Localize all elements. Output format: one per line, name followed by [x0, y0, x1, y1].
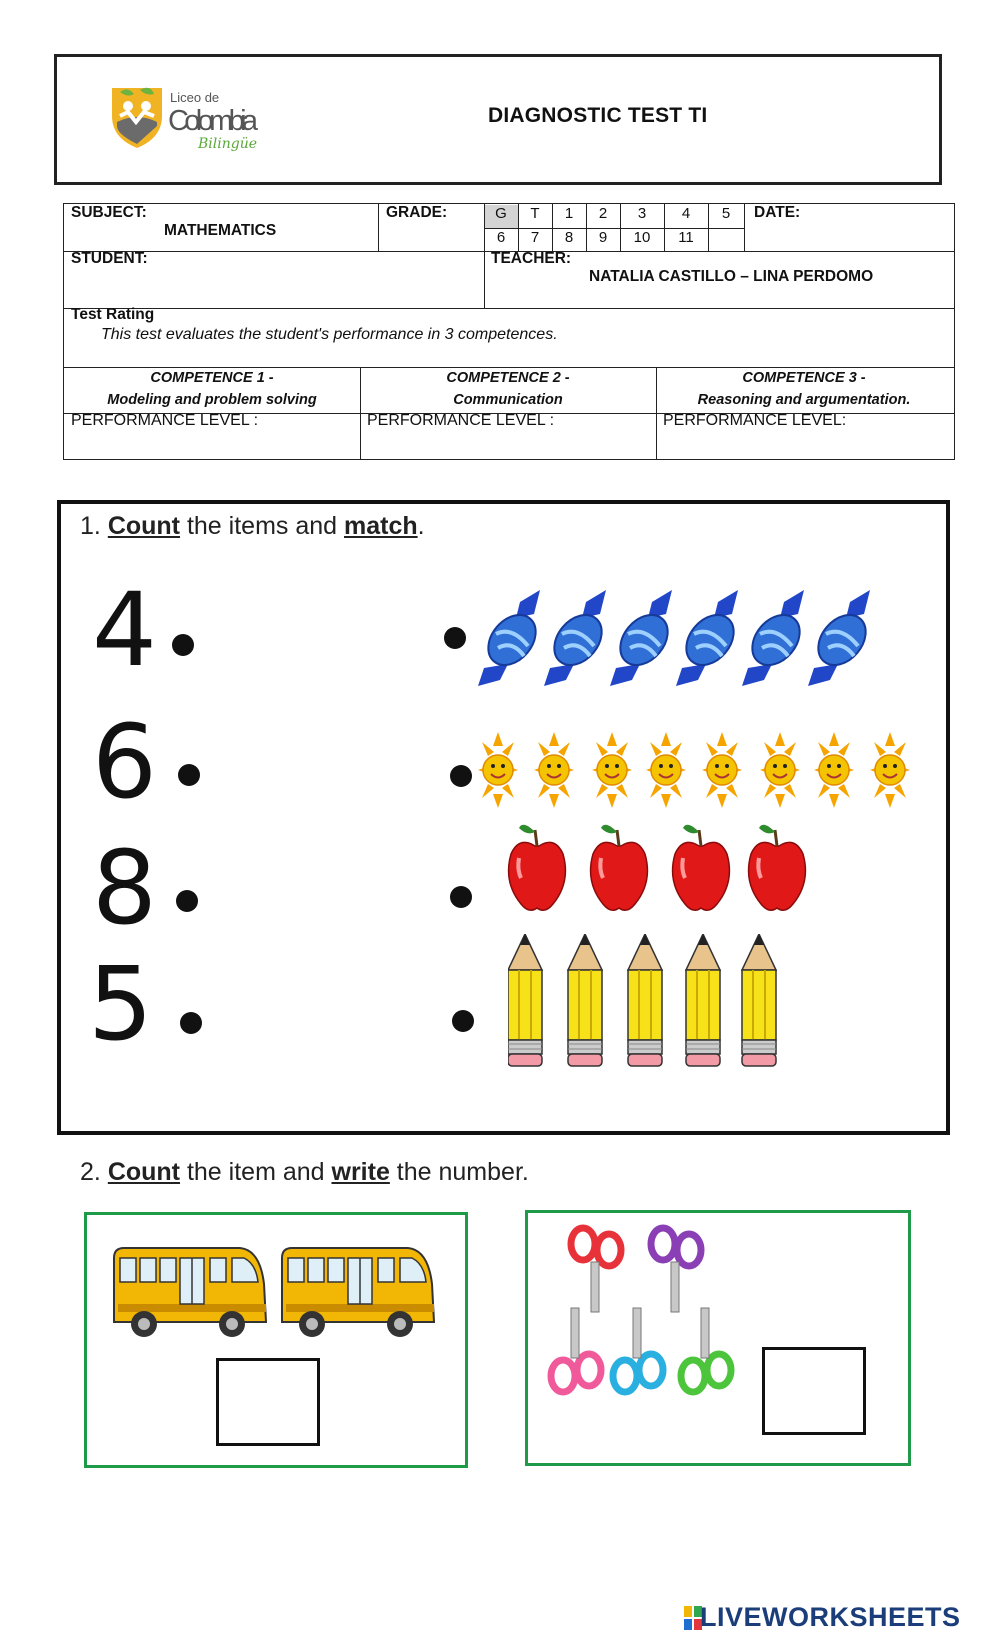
candy-group	[478, 590, 888, 690]
logo-script-text: Bilingüe	[198, 136, 258, 152]
grade-cell: 5	[721, 205, 731, 222]
number-label: 5	[88, 945, 153, 1064]
info-table	[63, 203, 955, 460]
competence-title: COMPETENCE 1 -	[150, 370, 274, 386]
grade-cell: T	[530, 205, 540, 222]
sun-icon	[592, 732, 632, 808]
grade-cell: 1	[564, 205, 574, 222]
competence-name: Communication	[453, 392, 563, 408]
number-label: 8	[92, 829, 157, 948]
sun-icon	[646, 732, 686, 808]
grade-cell: 9	[598, 229, 608, 246]
match-dot-right[interactable]	[450, 765, 472, 787]
pencil-icon	[686, 934, 720, 1066]
apple-icon	[749, 825, 806, 910]
sun-icon	[702, 732, 742, 808]
performance-level-1: PERFORMANCE LEVEL :	[71, 412, 259, 429]
apple-group	[505, 818, 825, 914]
answer-box-buses[interactable]	[216, 1358, 320, 1446]
logo-small-text: Liceo de	[170, 90, 220, 105]
match-dot-right[interactable]	[452, 1010, 474, 1032]
match-dot-left[interactable]	[176, 890, 198, 912]
logo-main-text: Colombia	[168, 105, 258, 137]
competence-3	[656, 367, 952, 411]
school-logo	[110, 82, 290, 162]
candy-icon	[610, 590, 677, 686]
number-label: 4	[92, 571, 157, 690]
match-dot-left[interactable]	[178, 764, 200, 786]
pencil-icon	[742, 934, 776, 1066]
date-label: DATE:	[754, 204, 801, 221]
grade-cell: 3	[637, 205, 647, 222]
pencil-group	[508, 934, 788, 1068]
competence-name: Reasoning and argumentation.	[697, 392, 911, 408]
page-title: DIAGNOSTIC TEST TI	[488, 104, 708, 127]
bus-group	[110, 1244, 450, 1344]
candy-icon	[808, 590, 875, 686]
match-dot-left[interactable]	[172, 634, 194, 656]
pencil-icon	[568, 934, 602, 1066]
grade-cell: G	[495, 205, 507, 222]
performance-level-2: PERFORMANCE LEVEL :	[367, 412, 555, 429]
bus-icon	[114, 1248, 266, 1337]
sun-icon	[478, 732, 518, 808]
competence-1	[64, 367, 360, 411]
answer-box-scissors[interactable]	[762, 1347, 866, 1435]
pencil-icon	[628, 934, 662, 1066]
rating-text: This test evaluates the student's performance in 3 competences.	[101, 326, 558, 343]
match-dot-right[interactable]	[450, 886, 472, 908]
scissors-group	[545, 1222, 745, 1402]
number-label: 6	[92, 703, 157, 822]
scissors-icon	[651, 1228, 701, 1312]
apple-icon	[673, 825, 730, 910]
liveworksheets-brand[interactable]: LIVEWORKSHEETS	[700, 1602, 961, 1632]
bus-icon	[282, 1248, 434, 1337]
match-dot-right[interactable]	[444, 627, 466, 649]
grade-cell: 2	[598, 205, 608, 222]
student-label: STUDENT:	[71, 250, 148, 267]
subject-value: MATHEMATICS	[164, 222, 277, 239]
apple-icon	[591, 825, 648, 910]
grade-cell: 10	[633, 229, 651, 246]
grade-cell: 6	[496, 229, 506, 246]
sun-icon	[534, 732, 574, 808]
sun-icon	[870, 732, 910, 808]
match-dot-left[interactable]	[180, 1012, 202, 1034]
scissors-icon	[681, 1308, 731, 1392]
competence-title: COMPETENCE 3 -	[742, 370, 866, 386]
activity-1-instruction: 1. Count the items and match.	[80, 512, 425, 540]
sun-icon	[814, 732, 854, 808]
rating-label: Test Rating	[71, 306, 155, 323]
teacher-label: TEACHER:	[491, 250, 572, 267]
grade-cell: 11	[678, 229, 694, 246]
apple-icon	[509, 825, 566, 910]
candy-icon	[676, 590, 743, 686]
grade-label: GRADE:	[386, 204, 448, 221]
candy-icon	[742, 590, 809, 686]
sun-icon	[760, 732, 800, 808]
pencil-icon	[508, 934, 542, 1066]
grade-cell: 4	[681, 205, 691, 222]
performance-level-3: PERFORMANCE LEVEL:	[663, 412, 847, 429]
competence-2	[360, 367, 656, 411]
grade-cell: 7	[530, 229, 540, 246]
teacher-value: NATALIA CASTILLO – LINA PERDOMO	[589, 268, 874, 285]
scissors-icon	[613, 1308, 663, 1392]
candy-icon	[478, 590, 545, 686]
competence-name: Modeling and problem solving	[107, 392, 317, 408]
candy-icon	[544, 590, 611, 686]
subject-label: SUBJECT:	[71, 204, 147, 221]
activity-2-instruction: 2. Count the item and write the number.	[80, 1158, 529, 1186]
sun-group	[478, 732, 928, 808]
competence-title: COMPETENCE 2 -	[446, 370, 570, 386]
grade-cell: 8	[564, 229, 574, 246]
scissors-icon	[571, 1228, 621, 1312]
